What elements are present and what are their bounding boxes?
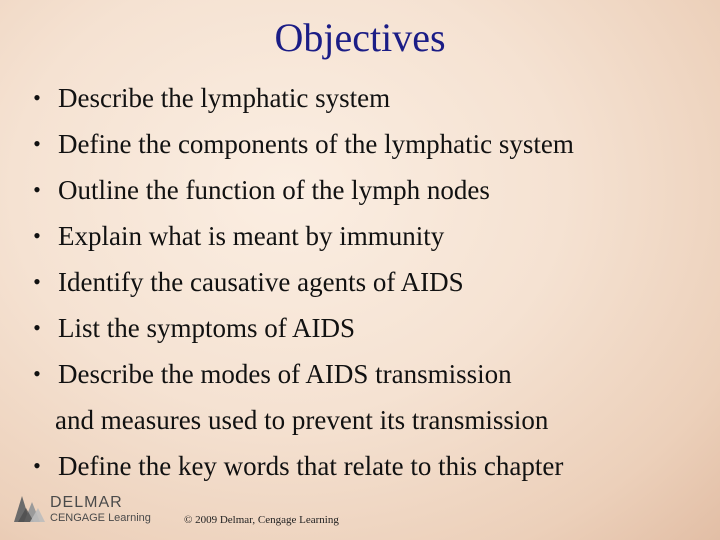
bullet-icon: • (33, 223, 41, 248)
bullet-continuation-text: and measures used to prevent its transmission (55, 405, 549, 435)
list-item (0, 305, 720, 351)
bullet-text: List the symptoms of AIDS (58, 313, 356, 343)
bullet-icon: • (33, 177, 41, 202)
list-item (0, 351, 720, 443)
bullet-icon: • (33, 315, 41, 340)
list-item (0, 75, 720, 121)
bullet-text: Define the components of the lymphatic system (58, 129, 574, 159)
delmar-logo-icon (12, 494, 46, 524)
logo-wordmark-delmar: DELMAR (50, 494, 123, 511)
bullet-icon: • (33, 85, 41, 110)
bullet-icon: • (33, 453, 41, 478)
bullet-text: Outline the function of the lymph nodes (58, 175, 490, 205)
bullet-text: Explain what is meant by immunity (58, 221, 445, 251)
bullet-text: Define the key words that relate to this chapter (58, 451, 564, 481)
list-item (0, 167, 720, 213)
delmar-cengage-logo (12, 492, 182, 530)
objectives-list (0, 75, 720, 489)
list-item (0, 443, 720, 489)
bullet-text: Describe the lymphatic system (58, 83, 391, 113)
copyright-notice: © 2009 Delmar, Cengage Learning (184, 514, 339, 526)
bullet-icon: • (33, 269, 41, 294)
list-item (0, 121, 720, 167)
bullet-icon: • (33, 361, 41, 386)
logo-wordmark-cengage: CENGAGE Learning (50, 512, 151, 524)
bullet-icon: • (33, 131, 41, 156)
bullet-text: Describe the modes of AIDS transmission (58, 359, 512, 389)
bullet-text: Identify the causative agents of AIDS (58, 267, 464, 297)
list-item (0, 259, 720, 305)
list-item (0, 213, 720, 259)
slide-title: Objectives (274, 15, 446, 60)
